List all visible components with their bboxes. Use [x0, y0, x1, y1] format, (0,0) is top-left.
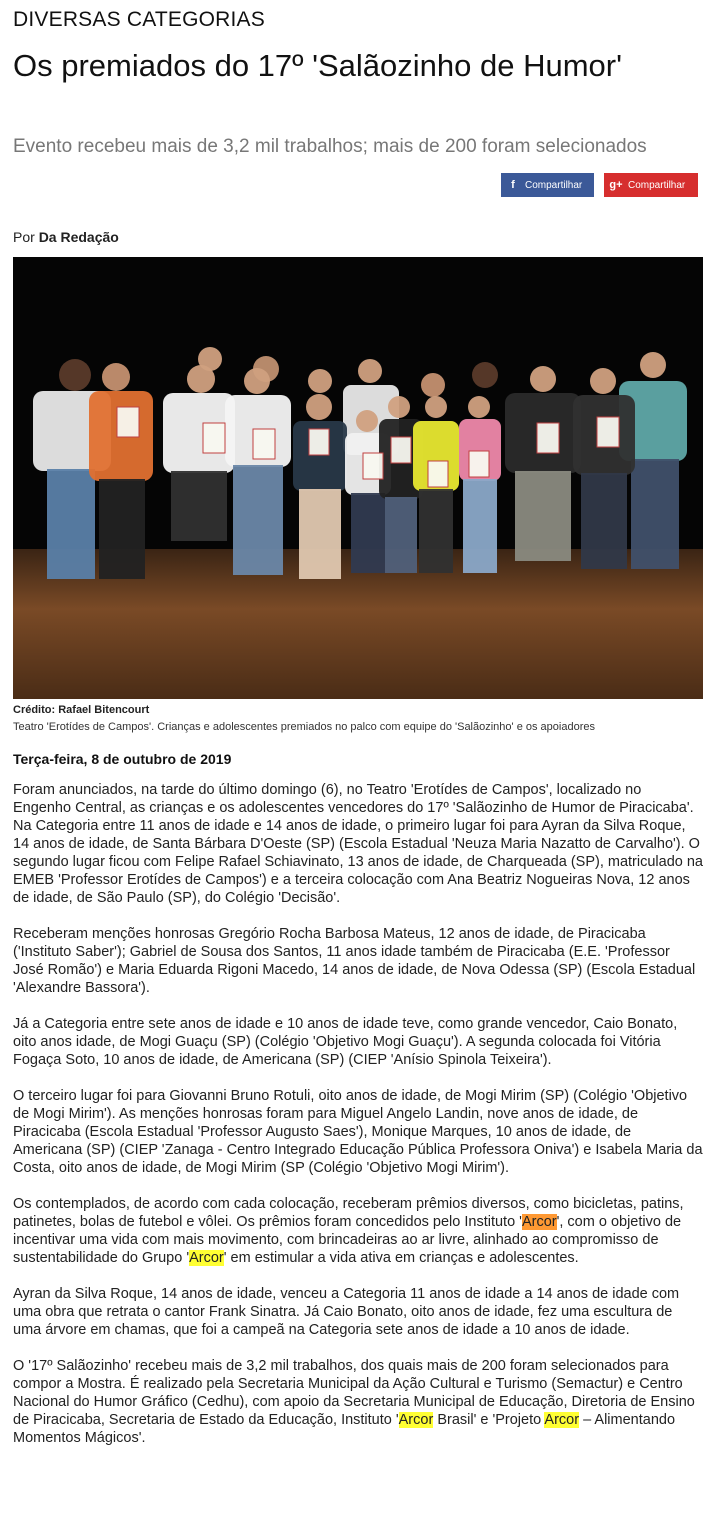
paragraph-7 [13, 1357, 703, 1447]
google-plus-icon: g+ [609, 179, 623, 191]
byline-prefix: Por [13, 229, 35, 245]
facebook-icon: f [511, 179, 515, 191]
paragraph-6: Ayran da Silva Roque, 14 anos de idade, venceu a Categoria 11 anos de idade a 14 anos de idade com uma obra que retrata o cantor Frank Sinatra. Já Caio Bonato, oito anos de idade, fez uma escultura de uma árvore em chamas, que foi a campeã na Categoria sete anos de idade a 10 anos de idade. [13, 1286, 680, 1338]
byline-author: Da Redação [38, 229, 119, 245]
facebook-share-button[interactable] [501, 173, 594, 197]
highlight-arcor: Arcor [398, 1412, 434, 1428]
article-photo [13, 257, 703, 699]
section-category: DIVERSAS CATEGORIAS [13, 8, 265, 31]
photo-caption: Teatro 'Erotídes de Campos'. Crianças e adolescentes premiados no palco com equipe do 'Salãozinho' e os apoiadores [13, 721, 595, 733]
paragraph-5 [13, 1195, 703, 1267]
p7-text-a: O '17º Salãozinho' recebeu mais de 3,2 mil trabalhos, dos quais mais de 200 foram selecionados para compor a Mostra. É realizado pela Secretaria Municipal da Ação Cultural e Turismo (Semactur) e Centro Nacional do Humor Gráfico (Cedhu), com apoio da Secretaria Municipal de Educação, Diretoria de Ensino de Piracicaba, Secretaria de Estado da Educação, Instituto ' [13, 1358, 695, 1428]
facebook-share-label: Compartilhar [525, 179, 583, 191]
p7-text-c: – Alimentando Momentos Mágicos'. [13, 1412, 676, 1446]
photo-credit: Crédito: Rafael Bitencourt [13, 704, 150, 716]
article-title: Os premiados do 17º 'Salãozinho de Humor' [13, 48, 623, 83]
gplus-share-label: Compartilhar [628, 179, 686, 191]
paragraph-2: Receberam menções honrosas Gregório Rocha Barbosa Mateus, 12 anos de idade, de Piracicaba ('Instituto Saber'); Gabriel de Sousa dos Santos, 11 anos idade também de Piracicaba (E.E. 'Professor José Romão') e Maria Eduarda Rigoni Macedo, 14 anos de idade, de Nova Odessa (SP) (Escola Estadual 'Alexandre Bassora'). [13, 926, 696, 996]
gplus-share-button[interactable] [604, 173, 698, 197]
byline [13, 229, 119, 245]
highlight-arcor: Arcor [521, 1214, 557, 1230]
paragraph-3: Já a Categoria entre sete anos de idade e 10 anos de idade teve, como grande vencedor, Caio Bonato, oito anos idade, de Mogi Guaçu (SP) (Colégio 'Objetivo Mogi Guaçu'). A segunda colocada foi Vitória Fogaça Soto, 10 anos de idade, de Americana (SP) (CIEP 'Anísio Spinola Teixeira'). [13, 1016, 678, 1068]
paragraph-4: O terceiro lugar foi para Giovanni Bruno Rotuli, oito anos de idade, de Mogi Mirim (SP) (Colégio 'Objetivo de Mogi Mirim'). As menções honrosas foram para Miguel Angelo Landin, nove anos de idade, de Piracicaba (Escola Estadual 'Professor Augusto Saes'), Monique Marques, 10 anos de idade, de Americana (SP) (CIEP 'Zanaga - Centro Integrado Educação Pública Professora Oniva') e Isabela Maria da Costa, oito anos de idade, de Mogi Mirim (SP (Colégio 'Objetivo Mogi Mirim'). [13, 1088, 703, 1176]
highlight-arcor: Arcor [544, 1412, 580, 1428]
paragraph-1: Foram anunciados, na tarde do último domingo (6), no Teatro 'Erotídes de Campos', localizado no Engenho Central, as crianças e os adolescentes vencedores do 17º 'Salãozinho de Humor de Piracicaba'. Na Categoria entre 11 anos de idade e 14 anos de idade, o primeiro lugar foi para Ayran da Silva Roque, 14 anos de idade, de Santa Bárbara D'Oeste (SP) (Escola Estadual 'Neuza Maria Nazatto de Carvalho'). O segundo lugar ficou com Felipe Rafael Schiavinato, 13 anos de idade, de Charqueada (SP), matriculado na EMEB 'Professor Erotídes de Campos') e a terceira colocação com Ana Beatriz Nogueiras Nova, 12 anos de idade, de São Paulo (SP), do Colégio 'Decisão'. [13, 782, 703, 906]
p5-text-a: Os contemplados, de acordo com cada colocação, receberam prêmios diversos, como bicicletas, patins, patinetes, bolas de futebol e vôlei. Os prêmios foram concedidos pelo Instituto ' [13, 1196, 684, 1230]
p5-text-b: ', com o objetivo de incentivar uma vida com mais movimento, com brincadeiras ao ar livre, alinhado ao compromisso de sustentabilidade do Grupo ' [13, 1214, 682, 1266]
article-date: Terça-feira, 8 de outubro de 2019 [13, 751, 232, 767]
p5-text-c: ' em estimular a vida ativa em crianças e adolescentes. [223, 1250, 579, 1266]
highlight-arcor: Arcor [189, 1250, 224, 1266]
p7-text-b: Brasil' e 'Projeto [433, 1412, 545, 1428]
group-photo-illustration [13, 257, 703, 699]
article-body [13, 781, 703, 1465]
article-subtitle: Evento recebeu mais de 3,2 mil trabalhos; mais de 200 foram selecionados [13, 136, 647, 157]
